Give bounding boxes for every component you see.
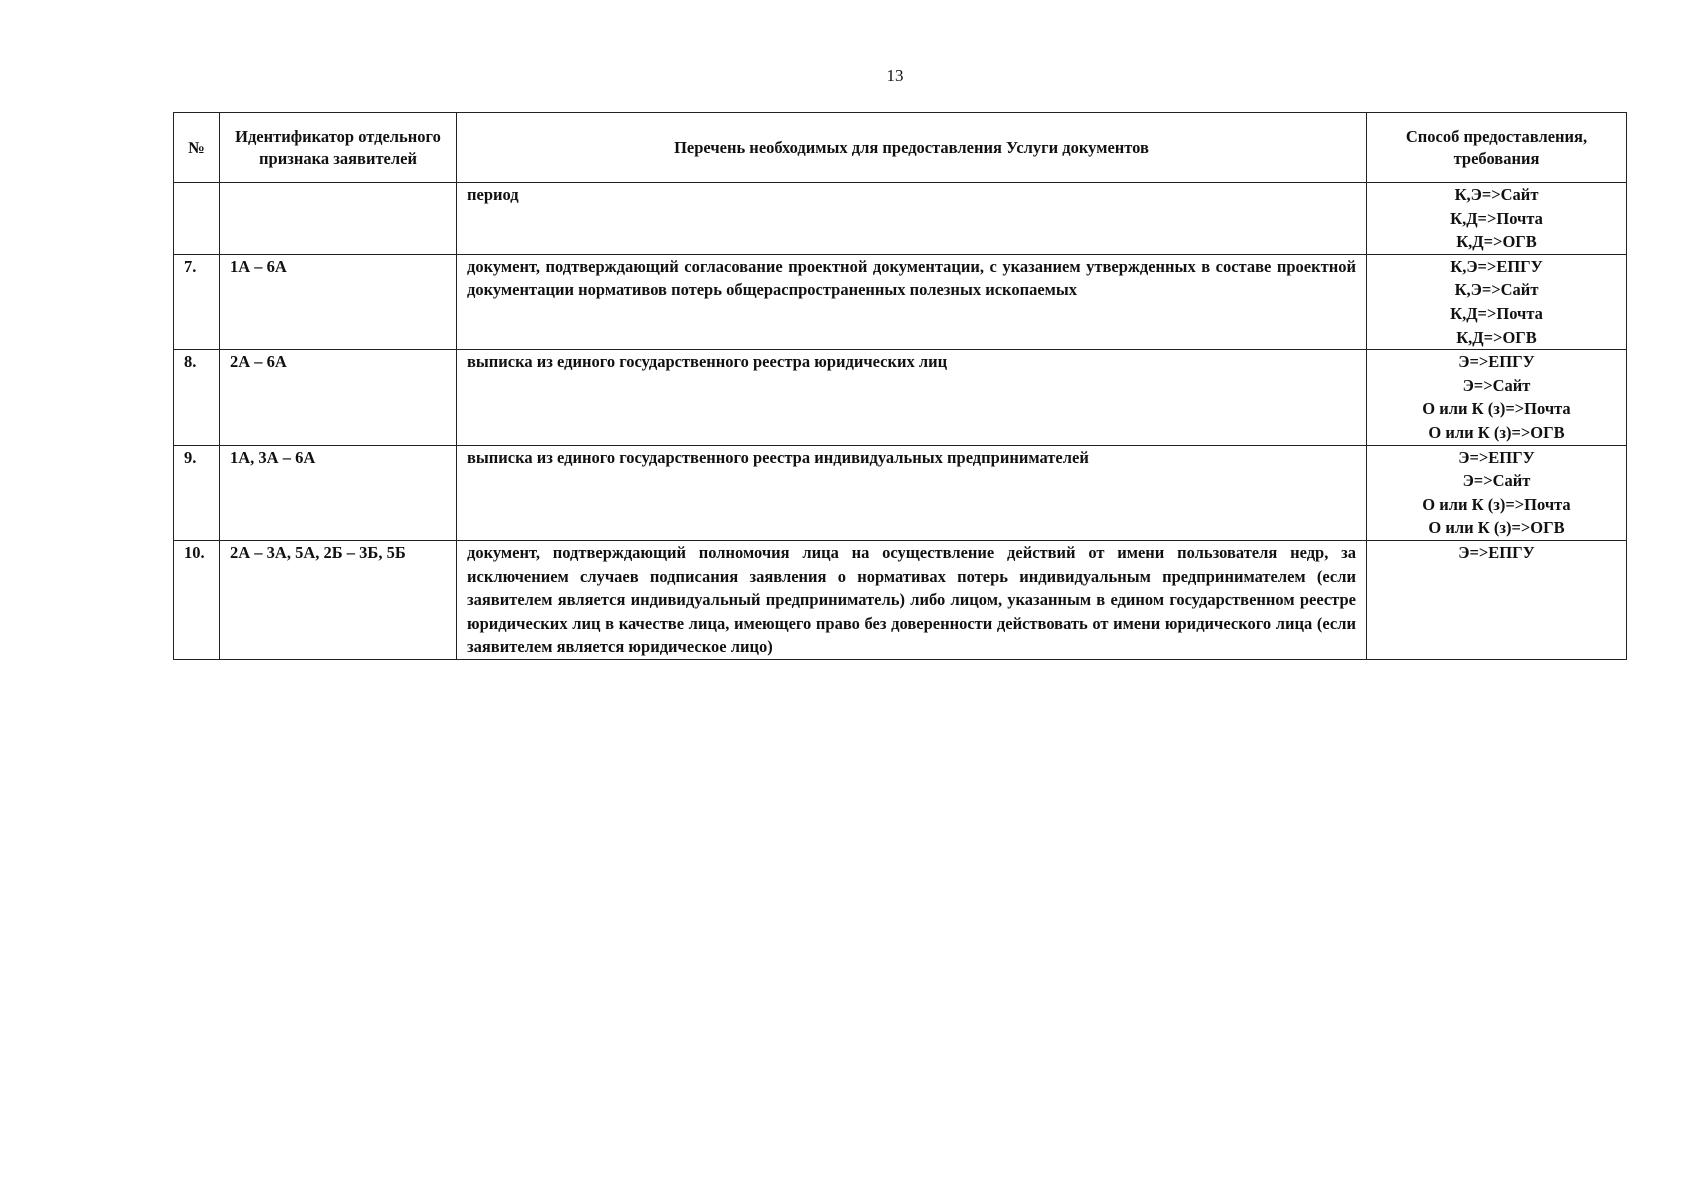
table-row	[174, 254, 1627, 349]
table-row	[174, 540, 1627, 659]
row-document: документ, подтверждающий полномочия лица на осуществление действий от имени пользователя недр, за исключением случаев подписания заявления о нормативах потерь индивидуальным предпринимателем (если заявителем является индивидуальный предприниматель) либо лицом, указанным в едином государственном реестре юридических лиц в качестве лица, имеющего право без доверенности действовать от имени юридического лица (если заявителем является юридическое лицо)	[457, 540, 1367, 659]
row-methods	[1367, 350, 1627, 445]
header-documents: Перечень необходимых для предоставления Услуги документов	[457, 113, 1367, 183]
row-methods	[1367, 540, 1627, 659]
table-header-row	[174, 113, 1627, 183]
row-identifier: 2А – 3А, 5А, 2Б – 3Б, 5Б	[220, 540, 457, 659]
row-identifier: 1А, 3А – 6А	[220, 445, 457, 540]
method-line: К,Э=>Сайт	[1454, 280, 1539, 300]
table-row	[174, 183, 1627, 255]
method-line: О или К (з)=>ОГВ	[1428, 422, 1565, 442]
method-line: О или К (з)=>Почта	[1422, 399, 1571, 419]
table-body	[174, 183, 1627, 660]
method-line: Э=>ЕПГУ	[1458, 352, 1535, 372]
method-line: О или К (з)=>Почта	[1422, 494, 1571, 514]
table-row	[174, 350, 1627, 445]
method-line: К,Д=>Почта	[1450, 303, 1543, 323]
row-identifier: 1А – 6А	[220, 254, 457, 349]
documents-table	[173, 112, 1627, 660]
row-number: 7.	[174, 254, 220, 349]
method-line: Э=>ЕПГУ	[1458, 447, 1535, 467]
row-document: период	[457, 183, 1367, 255]
method-line: К,Э=>ЕПГУ	[1450, 256, 1543, 276]
table-row	[174, 445, 1627, 540]
method-line: Э=>Сайт	[1462, 471, 1531, 491]
row-methods	[1367, 445, 1627, 540]
header-identifier: Идентификатор отдельного признака заявителей	[220, 113, 457, 183]
row-identifier	[220, 183, 457, 255]
row-number	[174, 183, 220, 255]
row-document: документ, подтверждающий согласование проектной документации, с указанием утвержденных в составе проектной документации нормативов потерь общераспространенных полезных ископаемых	[457, 254, 1367, 349]
row-number: 9.	[174, 445, 220, 540]
method-line: К,Д=>ОГВ	[1456, 232, 1537, 252]
row-number: 8.	[174, 350, 220, 445]
row-document: выписка из единого государственного реестра индивидуальных предпринимателей	[457, 445, 1367, 540]
row-document: выписка из единого государственного реестра юридических лиц	[457, 350, 1367, 445]
page-number: 13	[886, 66, 904, 85]
method-line: Э=>Сайт	[1462, 375, 1531, 395]
header-method: Способ предоставления, требования	[1367, 113, 1627, 183]
method-line: О или К (з)=>ОГВ	[1428, 518, 1565, 538]
method-line: Э=>ЕПГУ	[1458, 542, 1535, 562]
row-methods	[1367, 183, 1627, 255]
row-number: 10.	[174, 540, 220, 659]
row-identifier: 2А – 6А	[220, 350, 457, 445]
method-line: К,Д=>ОГВ	[1456, 327, 1537, 347]
header-num: №	[174, 113, 220, 183]
method-line: К,Э=>Сайт	[1454, 185, 1539, 204]
row-methods	[1367, 254, 1627, 349]
method-line: К,Д=>Почта	[1450, 208, 1543, 228]
